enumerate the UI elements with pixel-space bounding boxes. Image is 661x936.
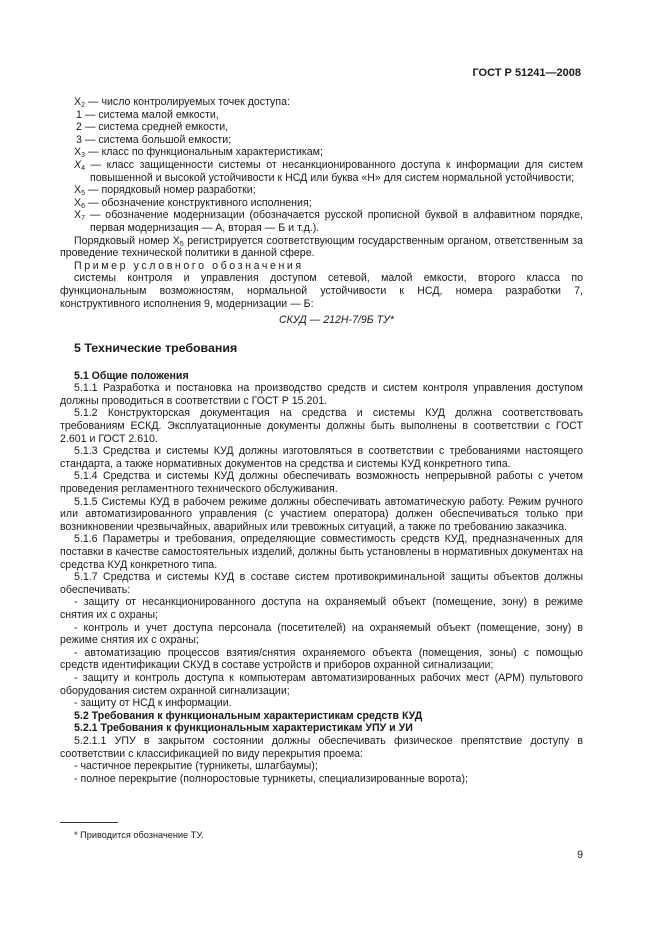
para-5-1-1: 5.1.1 Разработка и постановка на производство средств и систем контроля управления доступом должны проводиться в соответствии с ГОСТ Р 15.201. [60,382,583,407]
capacity-item: 3 — система большой емкости; [76,133,232,146]
capacity-item: 1 — система малой емкости, [76,108,219,121]
x2-line: $X_2$ — число контролируемых точек доступа: [74,96,290,109]
para-5-2-1-1: 5.2.1.1 УПУ в закрытом состоянии должны обеспечивать физическое препятствие доступу в соответствии с классификацией по виду перекрытия проема: [60,734,583,760]
footnote-divider [60,822,118,823]
section-5-2-title: 5.2 Требования к функциональным характеристикам средств КУД [74,709,423,722]
list-item: - контроль и учет доступа персонала (посетителей) на охраняемый объект (помещение, зону) в режиме снятия их с охраны; [60,621,583,647]
para-5-1-6: 5.1.6 Параметры и требования, определяющие совместимость средств КУД, предназначенных для поставки в качестве самостоятельных изделий, должны быть установлены в нормативных документах на средства КУД конкретного типа. [60,533,583,571]
x4-line: $X_4$ — класс защищенности системы от несанкционированного доступа к информации для систем повышенной и высокой устойчивости к НСД или буква «Н» для систем нормальной устойчивости; [74,158,583,184]
capacity-item: 2 — система средней емкости, [76,121,229,134]
x7-line: $X_7$ — обозначение модернизации (обозначается русской прописной буквой в алфавитном порядке, первая модернизация — А, вторая — Б и т.д.). [74,209,583,234]
para-5-1-2: 5.1.2 Конструкторская документация на средства и системы КУД должна соответствовать требованиям ЕСКД. Эксплуатационные документы должны быть выполнены в соответствии с ГОСТ 2.601 и ГОСТ 2.610. [60,407,583,445]
para-5-1-3: 5.1.3 Средства и системы КУД должны изготовляться в соответствии с требованиями настоящего стандарта, а также нормативных документов на средства и системы КУД конкретного типа. [60,445,583,470]
section-5-title: 5 Технические требования [74,340,238,355]
x5-line: $X_5$ — порядковый номер разработки; [74,184,256,198]
footnote: * Приводится обозначение ТУ. [74,830,204,840]
x6-line: $X_6$ — обозначение конструктивного исполнения; [74,196,312,210]
list-item: - защиту от НСД к информации. [74,697,232,710]
section-5-1-title: 5.1 Общие положения [74,369,189,382]
list-item: - защиту и контроль доступа к компьютерам автоматизированных рабочих мест (АРМ) пультового оборудования систем охранной сигнализации; [60,671,583,697]
list-item: - полное перекрытие (полноростовые турникеты, специализированные ворота); [74,772,468,785]
designation-formula: СКУД — 212Н-7/9Б ТУ* [278,314,395,327]
registry-paragraph: Порядковый номер $X_5$ регистрируется соответствующим государственным органом, ответственным за проведение технической политики в данной сфере. [60,234,583,260]
para-5-1-7: 5.1.7 Средства и системы КУД в составе систем противокриминальной защиты объектов должны обеспечивать: [60,571,583,596]
section-5-2-1-title: 5.2.1 Требования к функциональным характеристикам УПУ и УИ [74,722,413,735]
para-5-1-5: 5.1.5 Системы КУД в рабочем режиме должны обеспечивать автоматическую работу. Режим ручного или автоматизированного управления (с участием оператора) должен обеспечиваться только при возникновении чрезвычайных, аварийных или тревожных ситуаций, а также по требованию заказчика. [60,495,583,533]
para-5-1-4: 5.1.4 Средства и системы КУД должны обеспечивать возможность непрерывной работы с учетом проведения регламентного технического обслуживания. [60,470,583,496]
list-item: - защиту от несанкционированного доступа на охраняемый объект (помещение, зону) в режиме снятия их с охраны; [60,596,583,621]
example-label: Пример условного обозначения [74,259,304,272]
document-header: ГОСТ Р 51241—2008 [472,67,581,79]
page-content [60,96,583,785]
list-item: - автоматизацию процессов взятия/снятия охраняемого объекта (помещения, зоны) с помощью средств идентификации СКУД в составе устройств и приборов охранной сигнализации; [60,646,583,672]
page-number: 9 [577,849,583,861]
x3-line: $X_3$ — класс по функциональным характеристикам; [74,146,323,160]
list-item: - частичное перекрытие (турникеты, шлагбаумы); [74,760,318,773]
example-text: системы контроля и управления доступом сетевой, малой емкости, второго класса по функциональным возможностям, нормальной устойчивости к НСД, номера разработки 7, конструктивного исполнения 9, модернизации — Б: [60,272,583,310]
